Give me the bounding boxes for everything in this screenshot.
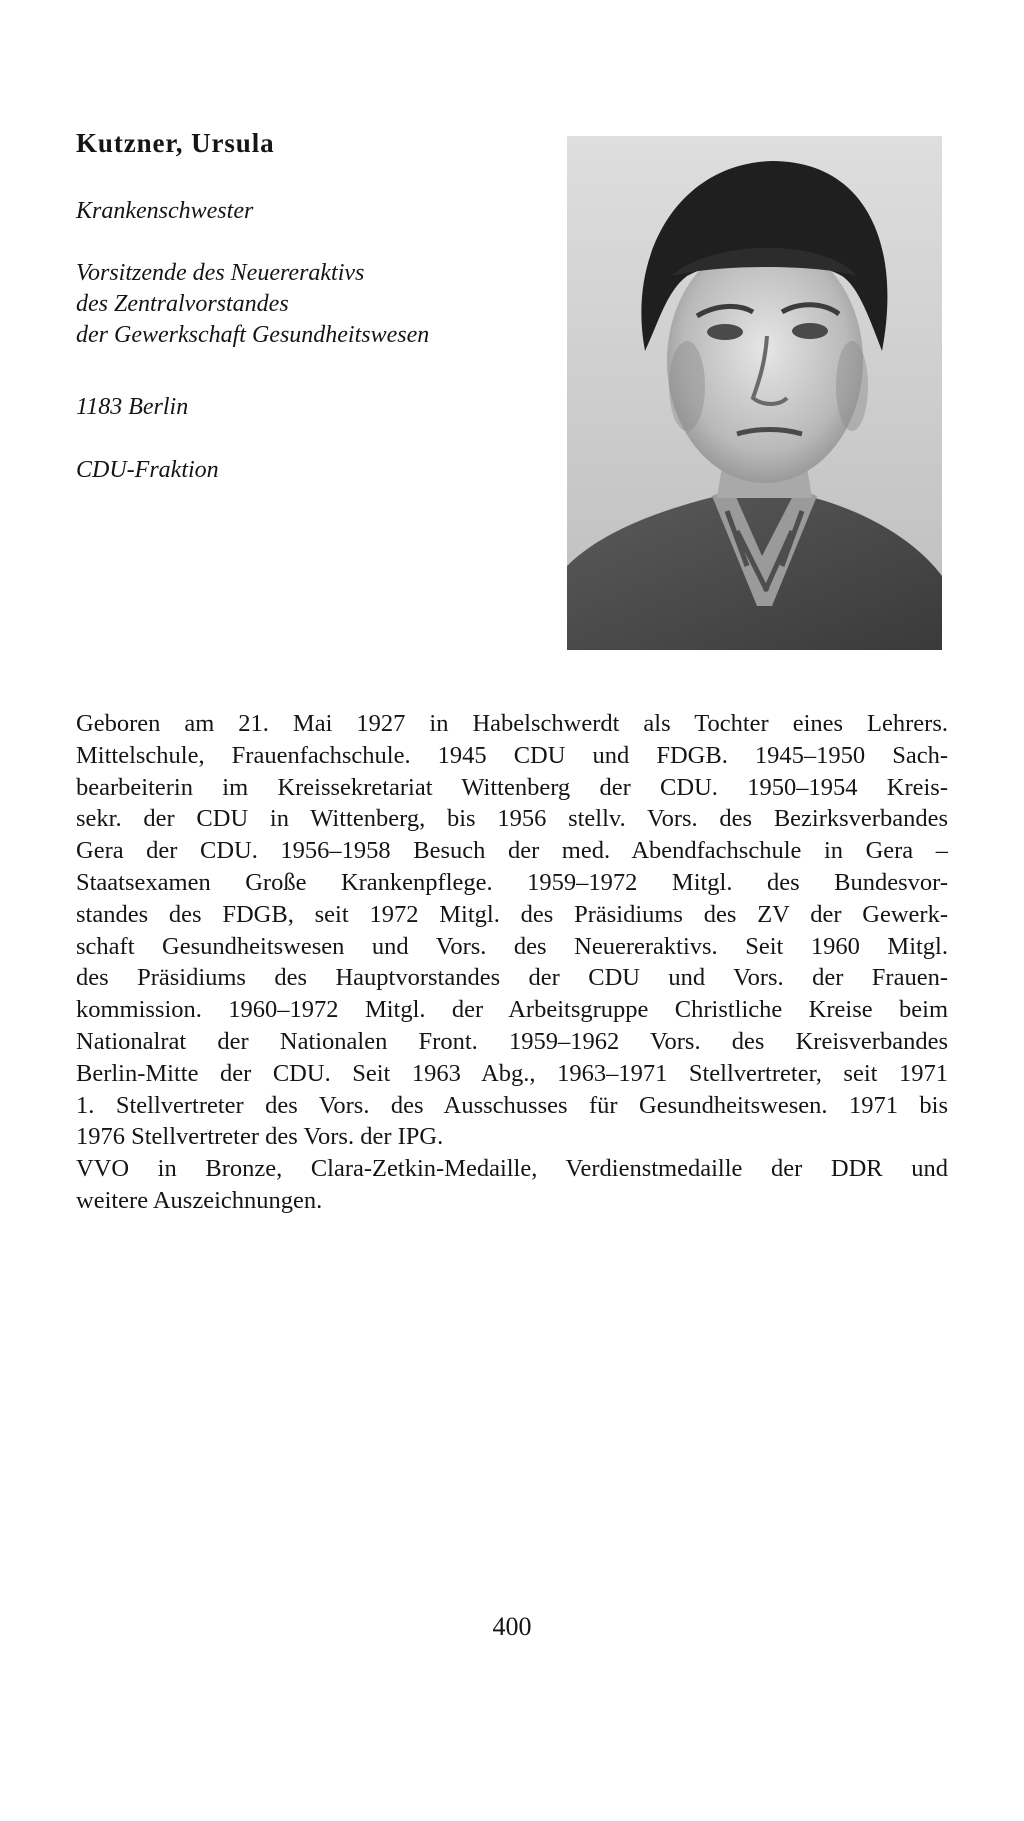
function-line: der Gewerkschaft Gesundheitswesen [76,322,430,348]
bio-line: 1976 Stellvertreter des Vors. der IPG. [76,1123,444,1151]
bio-line: sekr. der CDU in Wittenberg, bis 1956 stellv. Vors. des Bezirksverbandes [76,805,948,833]
biography [76,708,948,1217]
page-number: 400 [492,1612,532,1641]
portrait-photo [567,136,942,650]
function-line: Vorsitzende des Neuereraktivs [76,260,365,286]
bio-line: schaft Gesundheitswesen und Vors. des Neuereraktivs. Seit 1960 Mitgl. [76,932,948,960]
bio-line: 1. Stellvertreter des Vors. des Ausschusses für Gesundheitswesen. 1971 bis [76,1091,948,1119]
bio-line: VVO in Bronze, Clara-Zetkin-Medaille, Verdienstmedaille der DDR und [76,1155,948,1183]
bio-line: bearbeiterin im Kreissekretariat Wittenberg der CDU. 1950–1954 Kreis- [76,773,948,801]
bio-line: kommission. 1960–1972 Mitgl. der Arbeitsgruppe Christliche Kreise beim [76,996,948,1024]
bio-line: weitere Auszeichnungen. [76,1186,323,1214]
person-name: Kutzner, Ursula [76,128,275,158]
function-description [76,258,429,351]
bio-line: Berlin-Mitte der CDU. Seit 1963 Abg., 1963–1971 Stellvertreter, seit 1971 [76,1059,948,1087]
faction: CDU-Fraktion [76,457,219,483]
function-line: des Zentralvorstandes [76,291,289,317]
city: 1183 Berlin [76,394,189,420]
bio-line: Geboren am 21. Mai 1927 in Habelschwerdt als Tochter eines Lehrers. [76,710,948,737]
profession: Krankenschwester [76,198,254,224]
bio-line: Nationalrat der Nationalen Front. 1959–1962 Vors. des Kreisverbandes [76,1027,948,1055]
bio-line: Gera der CDU. 1956–1958 Besuch der med. Abendfachschule in Gera – [76,837,948,865]
bio-line: Mittelschule, Frauenfachschule. 1945 CDU und FDGB. 1945–1950 Sach- [76,741,948,769]
bio-line: des Präsidiums des Hauptvorstandes der CDU und Vors. der Frauen- [76,964,948,992]
bio-line: Staatsexamen Große Krankenpflege. 1959–1972 Mitgl. des Bundesvor- [76,868,948,896]
bio-line: standes des FDGB, seit 1972 Mitgl. des Präsidiums des ZV der Gewerk- [76,900,948,928]
